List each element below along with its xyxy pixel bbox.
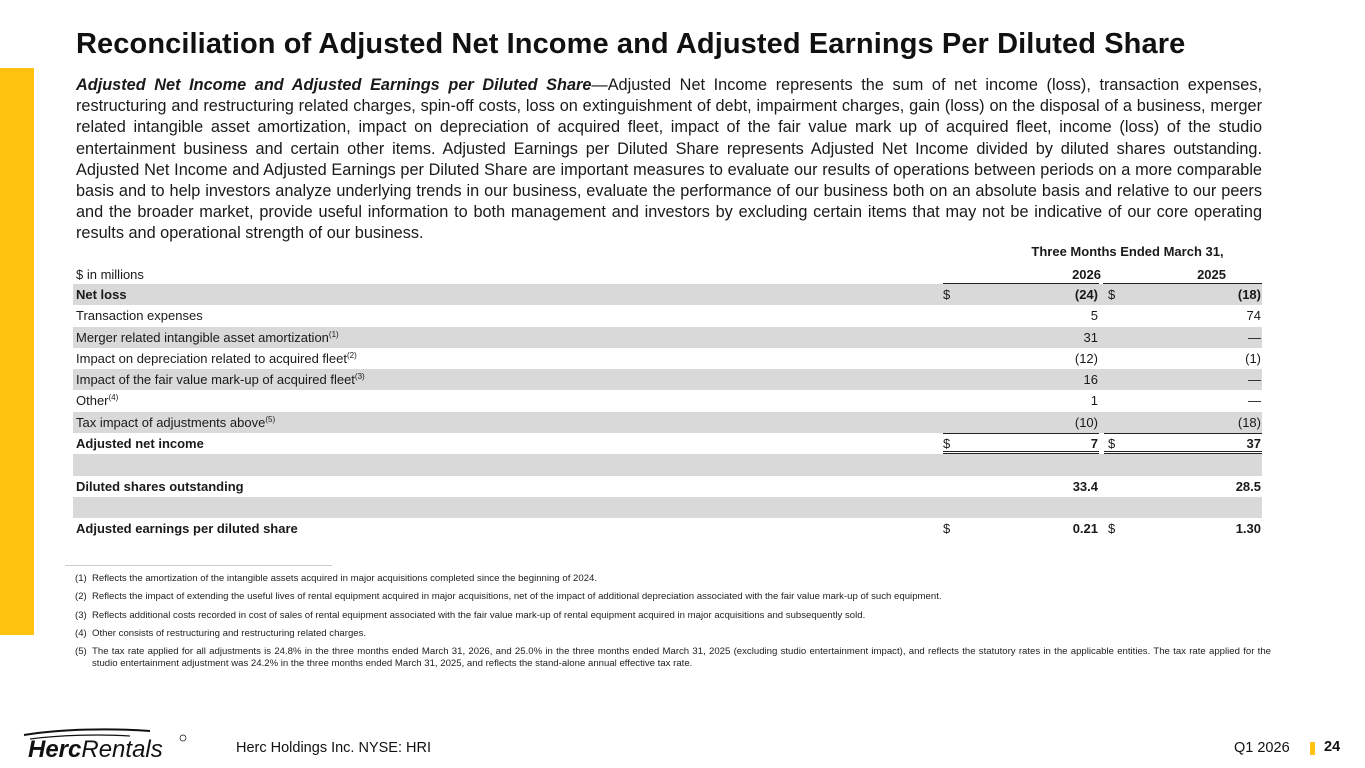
svg-text:HercRentals: HercRentals [28, 736, 163, 763]
table-row [73, 412, 1262, 433]
currency-2026: $ [943, 436, 951, 452]
table-row [73, 433, 1262, 454]
accent-bar [0, 68, 34, 635]
footnote [75, 646, 1271, 670]
currency-2025: $ [1108, 436, 1116, 452]
value-2025: — [1248, 372, 1261, 388]
footnote-number: (2) [75, 591, 87, 603]
value-2026: (12) [1074, 350, 1098, 366]
table-row [73, 305, 1262, 326]
value-2025: 37 [1246, 436, 1261, 452]
row-label: Impact on depreciation related to acquired fleet$^{(2)}$ [76, 350, 357, 366]
row-label: Adjusted earnings per diluted share [76, 521, 298, 537]
page-title: Reconciliation of Adjusted Net Income and Adjusted Earnings Per Diluted Share [76, 28, 1186, 60]
row-label: Diluted shares outstanding [76, 478, 244, 494]
row-label: Transaction expenses [76, 308, 203, 324]
table-row [73, 497, 1262, 518]
footnote-number: (1) [75, 573, 87, 584]
footnote [75, 628, 1271, 640]
value-2025: (18) [1237, 414, 1261, 430]
footer-quarter: Q1 2026 [1234, 740, 1290, 756]
footer-company: Herc Holdings Inc. NYSE: HRI [236, 740, 432, 756]
footnote-ref: (3) [354, 372, 365, 382]
year-2026-header: 2026 [1072, 267, 1101, 282]
footnote [75, 610, 1271, 622]
footnote-text: Other consists of restructuring and restructuring related charges. [92, 627, 367, 639]
row-label: Net loss [76, 287, 127, 302]
value-2026: 0.21 [1072, 521, 1098, 537]
table-row [73, 476, 1262, 497]
value-2025: (1) [1245, 350, 1261, 366]
currency-2025: $ [1108, 521, 1116, 537]
period-header: Three Months Ended March 31, [1031, 244, 1224, 259]
table-row [73, 518, 1262, 539]
value-2026: (24) [1074, 287, 1098, 302]
intro-paragraph [76, 75, 1262, 245]
footnote [75, 573, 1271, 585]
row-label: Tax impact of adjustments above$^{(5)}$ [76, 414, 276, 430]
table-body [73, 284, 1262, 540]
currency-2026: $ [943, 521, 951, 537]
value-2025: 74 [1246, 308, 1261, 324]
footnote-ref: (2) [347, 350, 357, 360]
value-2026: (10) [1074, 414, 1098, 430]
currency-2025: $ [1108, 287, 1116, 302]
footnote-ref: (4) [108, 393, 119, 403]
footnotes [75, 573, 1271, 676]
table-row [73, 284, 1262, 305]
unit-label: $ in millions [76, 267, 144, 282]
table-row [73, 390, 1262, 411]
value-2026: 1 [1090, 393, 1098, 409]
currency-2026: $ [943, 287, 951, 302]
footnote-ref: (1) [328, 329, 339, 339]
intro-lead: Adjusted Net Income and Adjusted Earnings per Diluted Share [76, 76, 592, 94]
footnote-number: (3) [75, 609, 87, 621]
herc-rentals-logo-icon [20, 727, 190, 763]
table-row [73, 348, 1262, 369]
table-row [73, 327, 1262, 348]
footnote-text: Reflects the amortization of the intangible assets acquired in major acquisitions completed since the beginning of 2024. [92, 573, 598, 584]
value-2026: 31 [1083, 329, 1098, 345]
total-rule [943, 433, 1099, 434]
value-2025: 28.5 [1235, 478, 1261, 494]
footnote-number: (4) [75, 627, 87, 639]
herc-rentals-logo [20, 727, 190, 763]
year-2025-header: 2025 [1197, 267, 1226, 282]
value-2026: 33.4 [1072, 478, 1098, 494]
value-2025: — [1248, 393, 1261, 409]
page-number: 24 [1324, 739, 1341, 755]
footnote-divider [65, 565, 332, 566]
row-label: Impact of the fair value mark-up of acquired fleet$^{(3)}$ [76, 372, 365, 388]
intro-body: —Adjusted Net Income represents the sum of net income (loss), transaction expenses, restructuring and restructuring related charges, spin-off costs, loss on extinguishment of debt, impairment charges, gain (loss) on the disposal of a business, merger related intangible asset amortization, impact on depreciation of acquired fleet, impact of the fair value mark up of acquired fleet, income (loss) of the studio entertainment business and certain other items. Adjusted Earnings per Diluted Share represents Adjusted Net Income divided by diluted shares outstanding. Adjusted Net Income and Adjusted Earnings per Diluted Share are important measures to evaluate our results of operations between periods on a more comparable basis and to help investors analyze underlying trends in our business, evaluate the performance of our business both on an absolute basis and relative to our peers and the broader market, provide useful information to both management and investors by excluding certain items that may not be indicative of our core operating results and operational strength of our business. [76, 76, 1262, 243]
footnote-text: Reflects additional costs recorded in cost of sales of rental equipment associated with the fair value mark-up of rental equipment acquired in major acquisitions and subsequently sold. [92, 609, 866, 621]
footnote-text: The tax rate applied for all adjustments is 24.8% in the three months ended March 31, 2026, and 25.0% in the three months ended March 31, 2025 (excluding studio entertainment impact), and reflects the statutory rates in the applicable entities. The tax rate applied for the studio entertainment adjustment was 24.2% in the three months ended March 31, 2025, and reflects the stand-alone annual effective tax rate. [92, 646, 1271, 670]
footnote-text: Reflects the impact of extending the useful lives of rental equipment acquired in major acquisitions, net of the impact of additional depreciation associated with the fair value mark-up of such equipment. [92, 591, 942, 603]
row-label: Other$^{(4)}$ [76, 393, 119, 409]
value-2025: (18) [1237, 287, 1261, 302]
row-label: Adjusted net income [76, 436, 204, 452]
table-row [73, 369, 1262, 390]
footnote [75, 591, 1271, 603]
footnote-number: (5) [75, 646, 87, 658]
footnote-ref: (5) [265, 414, 276, 424]
value-2025: 1.30 [1235, 521, 1261, 537]
value-2025: — [1248, 329, 1261, 345]
total-rule [1104, 433, 1262, 434]
table-header-row [73, 265, 1262, 283]
value-2026: 7 [1090, 436, 1098, 452]
value-2026: 5 [1090, 308, 1098, 324]
table-row [73, 454, 1262, 475]
footer-accent-mark [1310, 742, 1315, 755]
value-2026: 16 [1083, 372, 1098, 388]
row-label: Merger related intangible asset amortization$^{(1)}$ [76, 329, 339, 345]
